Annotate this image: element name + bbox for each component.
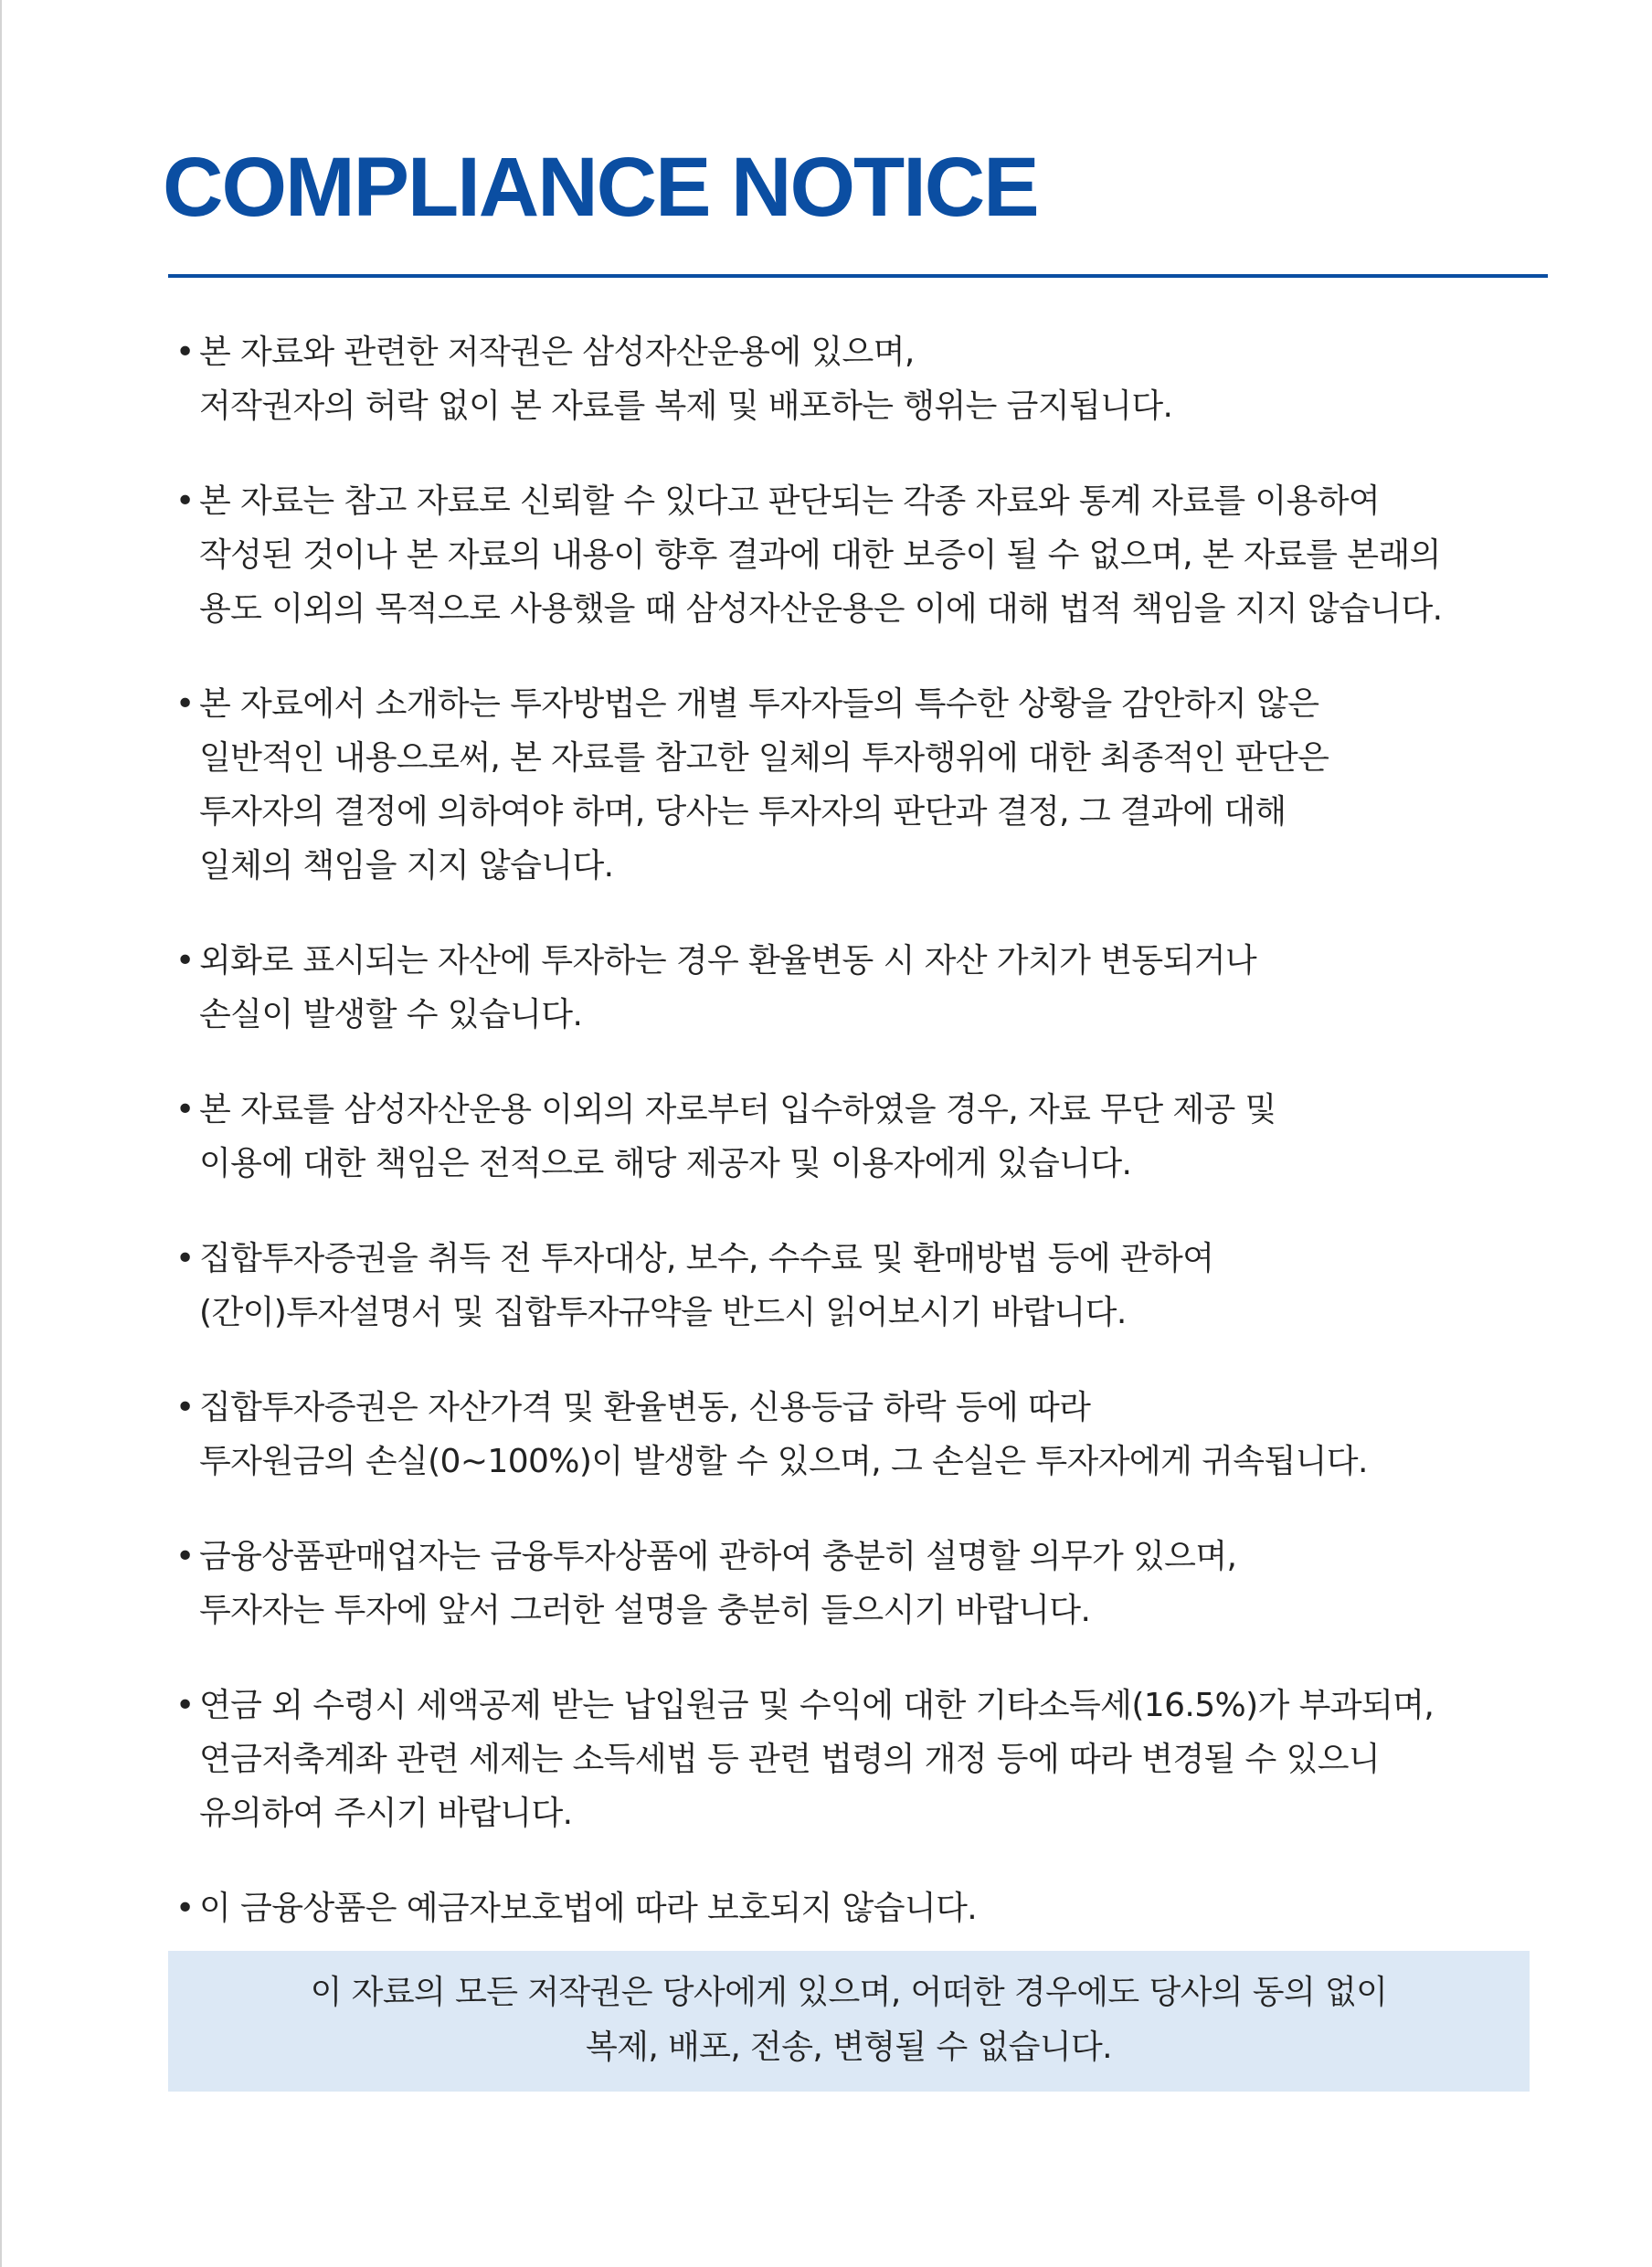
notice-text-line: 투자원금의 손실(0~100%)이 발생할 수 있으며, 그 손실은 투자자에게 귀속됩니다. bbox=[199, 1443, 1368, 1480]
notice-text-line: 본 자료를 삼성자산운용 이외의 자로부터 입수하였을 경우, 자료 무단 제공 및 bbox=[199, 1091, 1276, 1128]
bullet-icon: • bbox=[175, 1091, 195, 1128]
notice-text-line: 저작권자의 허락 없이 본 자료를 복제 및 배포하는 행위는 금지됩니다. bbox=[199, 387, 1173, 425]
copyright-notice-line: 이 자료의 모든 저작권은 당사에게 있으며, 어떠한 경우에도 당사의 동의 없이 bbox=[310, 1974, 1388, 2011]
notice-text-line: 용도 이외의 목적으로 사용했을 때 삼성자산운용은 이에 대해 법적 책임을 지지 않습니다. bbox=[199, 590, 1443, 628]
notice-text-line: 이 금융상품은 예금자보호법에 따라 보호되지 않습니다. bbox=[199, 1890, 978, 1927]
notice-text-line: 연금저축계좌 관련 세제는 소득세법 등 관련 법령의 개정 등에 따라 변경될 수 있으니 bbox=[199, 1741, 1381, 1778]
notice-text-line: (간이)투자설명서 및 집합투자규약을 반드시 읽어보시기 바랍니다. bbox=[199, 1294, 1127, 1331]
notice-item bbox=[175, 1679, 1491, 1840]
notice-text-line: 손실이 발생할 수 있습니다. bbox=[199, 996, 583, 1033]
notice-text-line: 일체의 책임을 지지 않습니다. bbox=[199, 847, 614, 885]
notice-text-line: 본 자료에서 소개하는 투자방법은 개별 투자자들의 특수한 상황을 감안하지 않은 bbox=[199, 685, 1319, 723]
notice-item bbox=[175, 934, 1491, 1042]
notice-item bbox=[175, 474, 1491, 636]
notice-item bbox=[175, 1083, 1491, 1191]
copyright-notice-line: 복제, 배포, 전송, 변형될 수 없습니다. bbox=[585, 2029, 1113, 2066]
notice-text-line: 본 자료와 관련한 저작권은 삼성자산운용에 있으며, bbox=[199, 334, 915, 371]
notice-item bbox=[175, 1232, 1491, 1340]
notice-item bbox=[175, 1530, 1491, 1637]
copyright-notice-box bbox=[168, 1951, 1530, 2092]
page-title: COMPLIANCE NOTICE bbox=[163, 141, 1038, 234]
bullet-icon: • bbox=[175, 1890, 195, 1927]
notice-item bbox=[175, 325, 1491, 433]
bullet-icon: • bbox=[175, 1538, 195, 1575]
notice-list bbox=[175, 325, 1491, 1976]
notice-text-line: 외화로 표시되는 자산에 투자하는 경우 환율변동 시 자산 가치가 변동되거나 bbox=[199, 942, 1257, 980]
notice-item bbox=[175, 1381, 1491, 1488]
bullet-icon: • bbox=[175, 1389, 195, 1426]
bullet-icon: • bbox=[175, 942, 195, 980]
notice-text-line: 집합투자증권을 취득 전 투자대상, 보수, 수수료 및 환매방법 등에 관하여 bbox=[199, 1240, 1214, 1277]
notice-text-line: 연금 외 수령시 세액공제 받는 납입원금 및 수익에 대한 기타소득세(16.5%)가 부과되며, bbox=[199, 1687, 1435, 1724]
notice-text-line: 본 자료는 참고 자료로 신뢰할 수 있다고 판단되는 각종 자료와 통계 자료를 이용하여 bbox=[199, 482, 1381, 520]
notice-text-line: 작성된 것이나 본 자료의 내용이 향후 결과에 대한 보증이 될 수 없으며, 본 자료를 본래의 bbox=[199, 536, 1441, 574]
page-left-edge bbox=[0, 0, 2, 2267]
bullet-icon: • bbox=[175, 685, 195, 723]
notice-text-line: 이용에 대한 책임은 전적으로 해당 제공자 및 이용자에게 있습니다. bbox=[199, 1145, 1132, 1182]
bullet-icon: • bbox=[175, 1687, 195, 1724]
bullet-icon: • bbox=[175, 1240, 195, 1277]
notice-text-line: 유의하여 주시기 바랍니다. bbox=[199, 1795, 573, 1832]
title-divider bbox=[168, 274, 1548, 278]
notice-item bbox=[175, 1881, 1491, 1935]
notice-item bbox=[175, 677, 1491, 893]
notice-text-line: 집합투자증권은 자산가격 및 환율변동, 신용등급 하락 등에 따라 bbox=[199, 1389, 1091, 1426]
bullet-icon: • bbox=[175, 482, 195, 520]
notice-text-line: 일반적인 내용으로써, 본 자료를 참고한 일체의 투자행위에 대한 최종적인 판단은 bbox=[199, 739, 1329, 777]
notice-text-line: 금융상품판매업자는 금융투자상품에 관하여 충분히 설명할 의무가 있으며, bbox=[199, 1538, 1237, 1575]
bullet-icon: • bbox=[175, 334, 195, 371]
notice-text-line: 투자자의 결정에 의하여야 하며, 당사는 투자자의 판단과 결정, 그 결과에 대해 bbox=[199, 793, 1287, 831]
notice-text-line: 투자자는 투자에 앞서 그러한 설명을 충분히 들으시기 바랍니다. bbox=[199, 1592, 1091, 1629]
